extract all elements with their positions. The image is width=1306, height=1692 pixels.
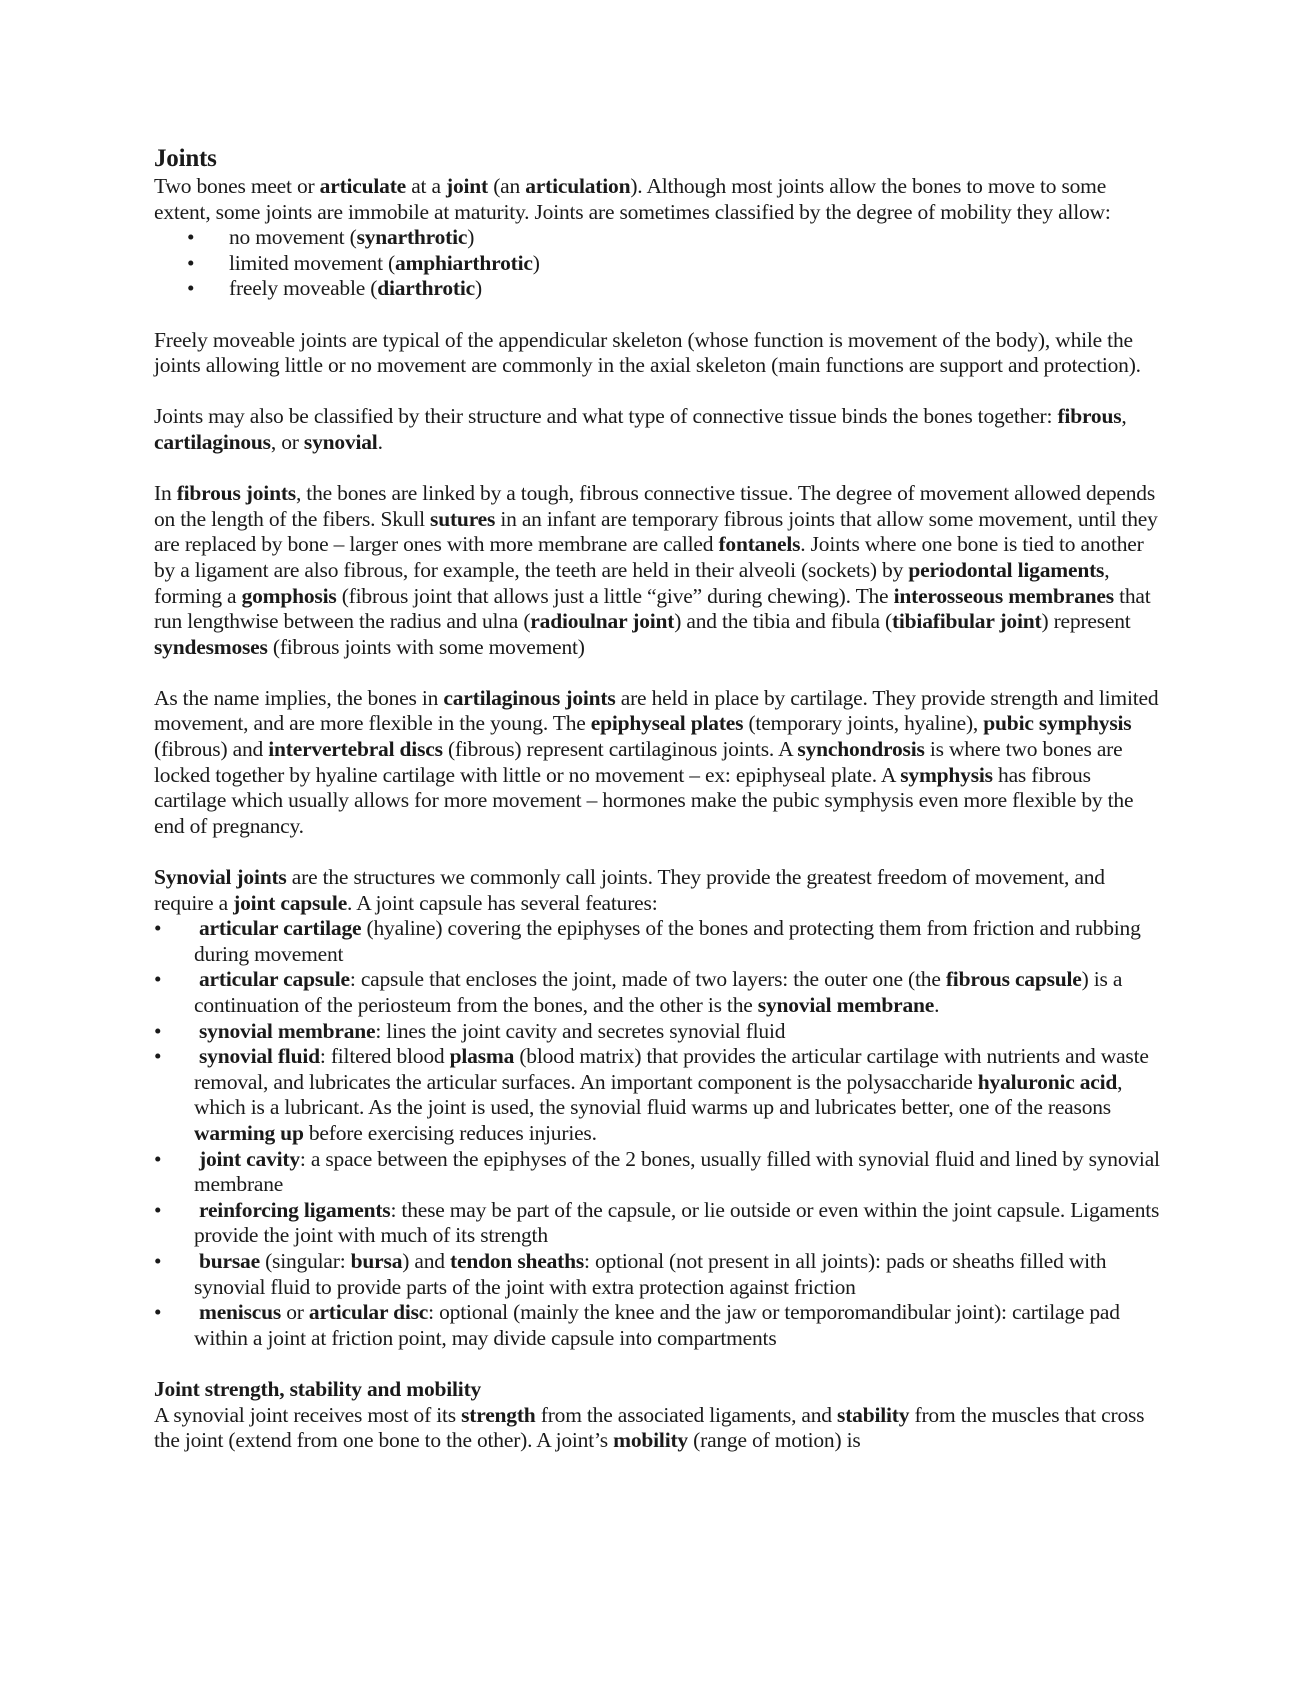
- list-item: • meniscus or articular disc: optional (mainly the knee and the jaw or temporomandibular joint): cartilage pad within a joint at friction point, may divide capsule into compartments: [154, 1300, 1164, 1351]
- paragraph-strength: A synovial joint receives most of its strength from the associated ligaments, and stability from the muscles that cross the joint (extend from one bone to the other). A joint’s mobility (range of motion) is: [154, 1402, 1145, 1453]
- list-item: • bursae (singular: bursa) and tendon sheaths: optional (not present in all joints): pads or sheaths filled with synovial fluid to provide parts of the joint with extra protection against friction: [154, 1249, 1164, 1300]
- list-item: • articular capsule: capsule that encloses the joint, made of two layers: the outer one (the fibrous capsule) is a continuation of the periosteum from the bones, and the other is the synovial membrane.: [154, 967, 1164, 1018]
- list-item: • no movement (synarthrotic): [154, 225, 1164, 251]
- list-item: • synovial fluid: filtered blood plasma (blood matrix) that provides the articular cartilage with nutrients and waste removal, and lubricates the articular surfaces. An important component is the polysaccharide hyaluronic acid, which is a lubricant. As the joint is used, the synovial fluid warms up and lubricates better, one of the reasons warming up before exercising reduces injuries.: [154, 1044, 1164, 1146]
- paragraph-structure: Joints may also be classified by their structure and what type of connective tissue binds the bones together: fibrous, cartilaginous, or synovial.: [154, 404, 1127, 454]
- paragraph-fibrous-joints: In fibrous joints, the bones are linked by a tough, fibrous connective tissue. The degree of movement allowed depends on the length of the fibers. Skull sutures in an infant are temporary fibrous joints that allow some movement, until they are replaced by bone – larger ones with more membrane are called fontanels. Joints where one bone is tied to another by a ligament are also fibrous, for example, the teeth are held in their alveoli (sockets) by periodontal ligaments, forming a gomphosis (fibrous joint that allows just a little “give” during chewing). The interosseous membranes that run lengthwise between the radius and ulna (radioulnar joint) and the tibia and fibula (tibiafibular joint) represent syndesmoses (fibrous joints with some movement): [154, 481, 1158, 659]
- intro-paragraph: Two bones meet or articulate at a joint (an articulation). Although most joints allow the bones to move to some extent, some joints are immobile at maturity. Joints are sometimes classified by the degree of mobility they allow:: [154, 174, 1111, 224]
- document-body: [154, 145, 1164, 1454]
- list-item: • reinforcing ligaments: these may be part of the capsule, or lie outside or even within the joint capsule. Ligaments provide the joint with much of its strength: [154, 1198, 1164, 1249]
- paragraph-synovial-joints: Synovial joints are the structures we commonly call joints. They provide the greatest freedom of movement, and require a joint capsule. A joint capsule has several features:: [154, 865, 1105, 915]
- list-item: • synovial membrane: lines the joint cavity and secretes synovial fluid: [154, 1019, 1164, 1045]
- paragraph-cartilaginous-joints: As the name implies, the bones in cartilaginous joints are held in place by cartilage. They provide strength and limited movement, and are more flexible in the young. The epiphyseal plates (temporary joints, hyaline), pubic symphysis (fibrous) and intervertebral discs (fibrous) represent cartilaginous joints. A synchondrosis is where two bones are locked together by hyaline cartilage with little or no movement – ex: epiphyseal plate. A symphysis has fibrous cartilage which usually allows for more movement – hormones make the pubic symphysis even more flexible by the end of pregnancy.: [154, 685, 1159, 838]
- mobility-list: [154, 225, 1164, 302]
- list-item: • articular cartilage (hyaline) covering the epiphyses of the bones and protecting them from friction and rubbing during movement: [154, 916, 1164, 967]
- list-item: • joint cavity: a space between the epiphyses of the 2 bones, usually filled with synovial fluid and lined by synovial membrane: [154, 1147, 1164, 1198]
- list-item: • freely moveable (diarthrotic): [154, 276, 1164, 302]
- list-item: • limited movement (amphiarthrotic): [154, 251, 1164, 277]
- paragraph-freely-moveable: Freely moveable joints are typical of the appendicular skeleton (whose function is movement of the body), while the joints allowing little or no movement are commonly in the axial skeleton (main functions are support and protection).: [154, 327, 1141, 378]
- section-heading: Joint strength, stability and mobility: [154, 1376, 482, 1401]
- capsule-features-list: [154, 916, 1164, 1351]
- page-title: Joints: [154, 145, 217, 172]
